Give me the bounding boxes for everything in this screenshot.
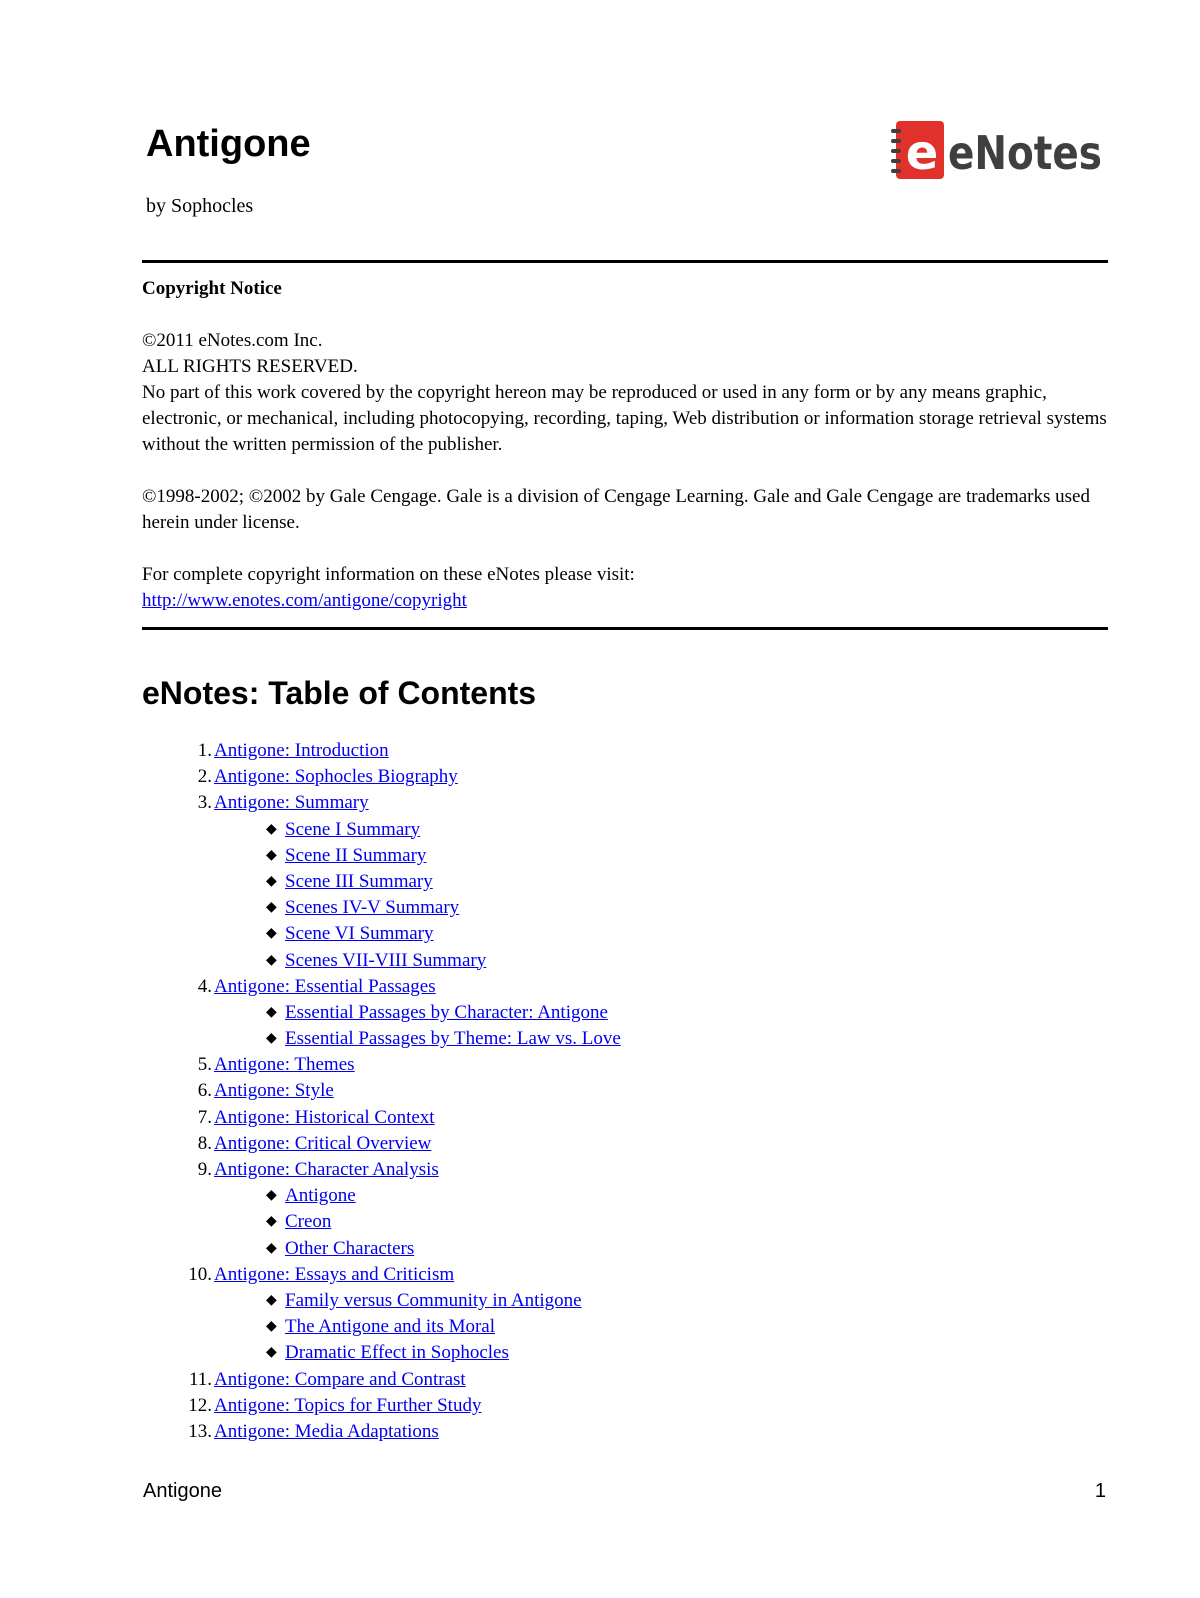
- toc-item-link[interactable]: Antigone: Sophocles Biography: [214, 766, 458, 788]
- toc-item-number: 11.: [188, 1368, 212, 1390]
- toc-subitem-link[interactable]: Essential Passages by Character: Antigone: [285, 1001, 608, 1023]
- diamond-bullet-icon: ◆: [266, 1214, 277, 1230]
- toc-item-link[interactable]: Antigone: Introduction: [214, 740, 389, 761]
- toc-item-number: 10.: [188, 1263, 212, 1285]
- toc-item-number: 12.: [188, 1394, 212, 1416]
- toc-subitem: [0, 843, 1200, 869]
- toc-item-number: 6.: [197, 1080, 212, 1102]
- toc-item-link[interactable]: Antigone: Critical Overview: [214, 1132, 432, 1154]
- copyright-visit-text: For complete copyright information on these eNotes please visit:: [142, 564, 635, 585]
- logo-wordmark: eNotes: [948, 126, 1102, 180]
- toc-item: [0, 1078, 1200, 1104]
- toc-item-number: 4.: [197, 975, 212, 997]
- diamond-bullet-icon: ◆: [266, 847, 277, 863]
- enotes-logo: [890, 117, 1106, 183]
- toc-subitem: [0, 895, 1200, 921]
- toc-item: [0, 1157, 1200, 1183]
- toc-item-link[interactable]: Antigone: Media Adaptations: [214, 1420, 439, 1442]
- toc-subitem: [0, 1340, 1200, 1366]
- toc-item: [0, 1131, 1200, 1157]
- toc-subitem-link[interactable]: Other Characters: [285, 1237, 415, 1259]
- toc-item-number: 9.: [197, 1159, 212, 1180]
- document-author: by Sophocles: [146, 195, 254, 217]
- toc-item-number: 7.: [197, 1106, 212, 1128]
- diamond-bullet-icon: ◆: [266, 900, 277, 916]
- toc-subitem-link[interactable]: Scene I Summary: [285, 818, 421, 840]
- toc-subitem-link[interactable]: Dramatic Effect in Sophocles: [285, 1342, 509, 1364]
- toc-subitem: [0, 1026, 1200, 1052]
- toc-item-number: 5.: [197, 1054, 212, 1076]
- copyright-link[interactable]: http://www.enotes.com/antigone/copyright: [142, 590, 467, 611]
- toc-item-link[interactable]: Antigone: Topics for Further Study: [214, 1394, 482, 1416]
- toc-item: [0, 1367, 1200, 1393]
- diamond-bullet-icon: ◆: [266, 1345, 277, 1361]
- footer-title: Antigone: [143, 1480, 222, 1502]
- toc-item-link[interactable]: Antigone: Themes: [214, 1054, 355, 1076]
- toc-subitem-link[interactable]: Scene III Summary: [285, 870, 433, 892]
- diamond-bullet-icon: ◆: [266, 1188, 277, 1204]
- diamond-bullet-icon: ◆: [266, 821, 277, 837]
- toc-subitem-link[interactable]: Essential Passages by Theme: Law vs. Love: [285, 1028, 621, 1050]
- diamond-bullet-icon: ◆: [266, 1240, 277, 1256]
- toc-item-link[interactable]: Antigone: Essays and Criticism: [214, 1263, 455, 1285]
- toc-subitem-link[interactable]: Scenes VII-VIII Summary: [285, 949, 487, 971]
- toc-item: [0, 764, 1200, 790]
- toc-subitem-link[interactable]: Scenes IV-V Summary: [285, 897, 460, 919]
- svg-text:e: e: [905, 125, 939, 181]
- toc-item: [0, 1052, 1200, 1078]
- copyright-line-company: ©2011 eNotes.com Inc.: [142, 330, 323, 351]
- toc-item: [0, 790, 1200, 816]
- toc-subitem: [0, 869, 1200, 895]
- diamond-bullet-icon: ◆: [266, 1319, 277, 1335]
- diamond-bullet-icon: ◆: [266, 926, 277, 942]
- toc-subitem: [0, 1000, 1200, 1026]
- diamond-bullet-icon: ◆: [266, 1292, 277, 1308]
- bottom-divider: [142, 627, 1108, 630]
- diamond-bullet-icon: ◆: [266, 1031, 277, 1047]
- toc-item: [0, 1105, 1200, 1131]
- copyright-line-rights: ALL RIGHTS RESERVED.: [142, 356, 358, 377]
- copyright-heading: Copyright Notice: [142, 278, 282, 299]
- toc-subitem: [0, 1288, 1200, 1314]
- toc-item-link[interactable]: Antigone: Historical Context: [214, 1106, 435, 1128]
- toc-item-number: 2.: [197, 766, 212, 788]
- table-of-contents: [0, 738, 1200, 1445]
- toc-item-number: 3.: [197, 792, 212, 814]
- toc-subitem: [0, 921, 1200, 947]
- toc-subitem: [0, 1209, 1200, 1235]
- diamond-bullet-icon: ◆: [266, 873, 277, 889]
- toc-subitem: [0, 1314, 1200, 1340]
- toc-item: [0, 1419, 1200, 1445]
- page-number: 1: [1094, 1480, 1106, 1502]
- top-divider: [142, 260, 1108, 263]
- toc-subitem-link[interactable]: Antigone: [285, 1185, 356, 1207]
- toc-title: eNotes: Table of Contents: [142, 675, 537, 711]
- toc-item: [0, 1393, 1200, 1419]
- toc-item-link[interactable]: Antigone: Essential Passages: [214, 975, 436, 997]
- toc-item-number: 1.: [197, 740, 212, 761]
- toc-item-number: 13.: [188, 1420, 212, 1442]
- toc-subitem: [0, 1236, 1200, 1262]
- diamond-bullet-icon: ◆: [266, 1004, 277, 1020]
- toc-subitem-link[interactable]: Family versus Community in Antigone: [285, 1289, 582, 1311]
- toc-item: [0, 974, 1200, 1000]
- toc-item-number: 8.: [197, 1132, 212, 1154]
- toc-subitem: [0, 1183, 1200, 1209]
- copyright-line-terms: No part of this work covered by the copyright hereon may be reproduced or used in any form or by any means graphic, electronic, or mechanical, including photocopying, recording, taping, Web distribution or information storage retrieval systems without the written permission of the publisher.: [142, 382, 1107, 455]
- toc-subitem-link[interactable]: The Antigone and its Moral: [285, 1316, 496, 1338]
- toc-item-link[interactable]: Antigone: Character Analysis: [214, 1159, 439, 1180]
- copyright-gale-notice: ©1998-2002; ©2002 by Gale Cengage. Gale is a division of Cengage Learning. Gale and Gale Cengage are trademarks used herein under license.: [142, 486, 1090, 533]
- toc-subitem-link[interactable]: Creon: [285, 1211, 332, 1233]
- document-title: Antigone: [146, 123, 311, 165]
- toc-item-link[interactable]: Antigone: Summary: [214, 792, 369, 814]
- toc-item: [0, 738, 1200, 764]
- diamond-bullet-icon: ◆: [266, 952, 277, 968]
- toc-item-link[interactable]: Antigone: Compare and Contrast: [214, 1368, 466, 1390]
- copyright-section: [142, 276, 1112, 614]
- toc-subitem: [0, 817, 1200, 843]
- toc-subitem-link[interactable]: Scene VI Summary: [285, 923, 434, 945]
- toc-subitem-link[interactable]: Scene II Summary: [285, 844, 427, 866]
- toc-item: [0, 1262, 1200, 1288]
- toc-item-link[interactable]: Antigone: Style: [214, 1080, 334, 1102]
- toc-subitem: [0, 948, 1200, 974]
- notebook-icon: [891, 121, 944, 181]
